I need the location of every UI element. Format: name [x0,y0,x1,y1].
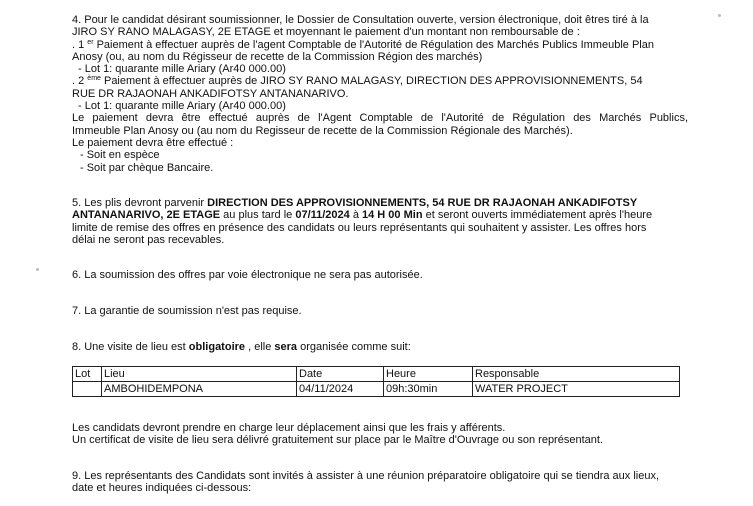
payment-1-text: Paiement à effectuer auprès de l'agent Comptable de l'Autorité de Régulation des Marchés Publics Immeuble Plan [93,38,654,51]
section-4-line-2: JIRO SY RANO MALAGASY, 2E ETAGE et moyennant le paiement d'un montant non remboursable de : [72,26,580,39]
payment-note-line-3: Le paiement devra être effectué : [72,136,234,149]
table-header-row [73,367,680,382]
visit-schedule-table [72,366,680,397]
visit-notes [72,422,688,447]
section-8-obligatoire: obligatoire [188,341,246,353]
header-lot: Lot [73,367,102,382]
section-5-line-3: limite de remise des offres en présence des candidats ou leurs représentants qui souhaitent y assister. Les offres hors [72,221,647,234]
lot-1-amount-a: - Lot 1: quarante mille Ariary (Ar40 000.00) [78,63,286,76]
payment-note-line-2: Immeuble Plan Anosy ou (au nom du Regisseur de recette de la Commission Régionale des Marchés). [72,124,573,137]
header-responsable: Responsable [473,367,680,382]
payment-option-cash: - Soit en espèce [80,149,160,162]
payment-2-text: Paiement à effectuer auprès de JIRO SY RANO MALAGASY, DIRECTION DES APPROVISIONNEMENTS, 54 [100,75,643,88]
section-4 [72,14,688,174]
section-9 [72,470,688,495]
payment-1-line [72,39,688,51]
delivery-address-2: ANTANANARIVO, 2E ETAGE [72,209,221,222]
deadline-prefix: au plus tard le [220,209,296,222]
deadline-time: 14 H 00 Min [362,209,423,222]
section-4-line-1: 4. Pour le candidat désirant soumissionner, le Dossier de Consultation ouverte, version électronique, doit êtres tiré à la [72,14,649,26]
section-5-line-4: délai ne seront pas recevables. [72,233,225,246]
scan-speck [36,268,39,271]
section-8-pre: 8. Une visite de lieu est [72,341,189,353]
visit-note-line-2: Un certificat de visite de lieu sera délivré gratuitement sur place par le Maître d'Ouvrage ou son représentant. [72,434,603,447]
scan-speck [718,14,721,17]
section-9-line-1: 9. Les représentants des Candidats sont invités à assister à une réunion préparatoire obligatoire qui se tiendra aux lieux, [72,470,660,482]
deadline-date: 07/11/2024 [295,209,350,222]
payment-note-line-1: Le paiement devra être effectué auprès de l'Agent Comptable de l'Autorité de Régulation des Marchés Publics, [72,112,688,125]
cell-responsable: WATER PROJECT [473,382,680,397]
header-heure: Heure [384,367,473,382]
section-8-mid: , elle [245,341,275,353]
payment-2-number: . 2 [72,75,85,88]
section-8-sera: sera [274,341,298,353]
payment-1-sup: er [87,38,94,46]
delivery-address-1: DIRECTION DES APPROVISIONNEMENTS, 54 RUE DR RAJAONAH ANKADIFOTSY [207,197,638,209]
cell-lot [73,382,102,397]
payment-1-line-2: Anosy (ou, au nom du Régisseur de recette de la Commission Région des marchés) [72,50,483,63]
payment-1-number: . 1 [72,38,85,51]
header-lieu: Lieu [102,367,297,382]
payment-option-cheque: - Soit par chèque Bancaire. [80,161,214,174]
deadline-suffix: et seront ouverts immédiatement après l'heure [422,209,653,222]
payment-2-sup: ème [87,75,101,83]
section-5-line-1 [72,197,688,209]
section-8-post: organisée comme suit: [297,341,411,353]
section-5 [72,197,688,246]
cell-date: 04/11/2024 [297,382,384,397]
cell-lieu: AMBOHIDEMPONA [102,382,297,397]
payment-2-line [72,75,688,87]
section-9-line-2: date et heures indiquées ci-dessous: [72,482,252,495]
section-8 [72,341,688,353]
visit-note-line-1: Les candidats devront prendre en charge leur déplacement ainsi que les frais y afférents. [72,422,506,434]
payment-2-line-2: RUE DR RAJAONAH ANKADIFOTSY ANTANANARIVO. [72,87,349,100]
cell-heure: 09h:30min [384,382,473,397]
header-date: Date [297,367,384,382]
section-6: 6. La soumission des offres par voie électronique ne sera pas autorisée. [72,269,423,281]
section-5-intro: 5. Les plis devront parvenir [72,197,208,209]
lot-1-amount-b: - Lot 1: quarante mille Ariary (Ar40 000.00) [78,100,286,113]
section-5-line-2 [72,209,688,221]
section-7: 7. La garantie de soumission n'est pas requise. [72,305,302,317]
table-row [73,382,680,397]
deadline-a: à [349,209,363,222]
